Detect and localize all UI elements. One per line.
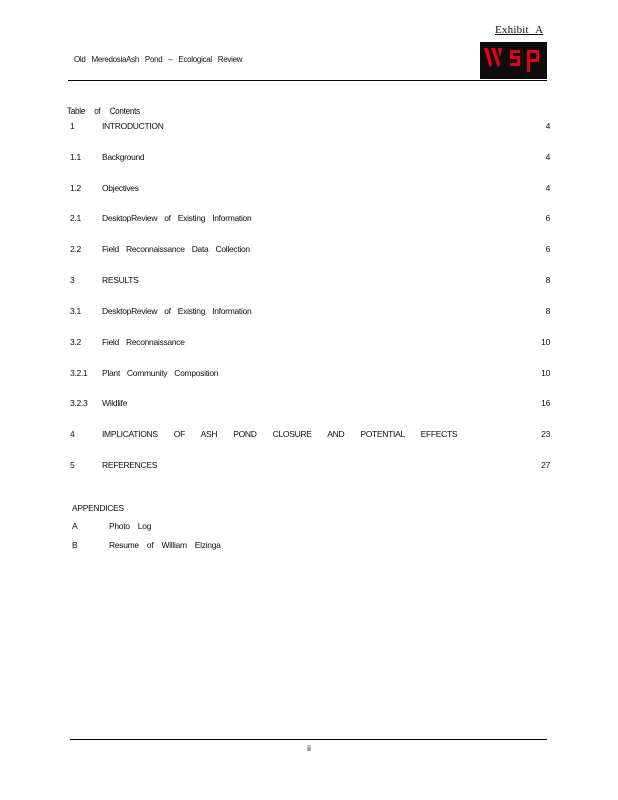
footer-divider — [70, 739, 547, 740]
toc-title: Table of Contents — [67, 106, 140, 116]
toc-entry-number: 1.2 — [70, 183, 81, 193]
toc-entry-number: 3.1 — [70, 306, 81, 316]
toc-entry-number: 3.2.3 — [70, 398, 88, 408]
appendix-letter: B — [72, 540, 78, 550]
toc-entry-label: Field Reconnaissance Data Collection — [102, 244, 250, 254]
toc-entry-page: 8 — [545, 306, 550, 316]
toc-entry-label: Objectives — [102, 183, 139, 193]
toc-entry-number: 1.1 — [70, 152, 81, 162]
toc-entry-number: 3.2.1 — [70, 368, 88, 378]
appendix-entry[interactable] — [72, 540, 372, 552]
toc-entry-label: DesktopReview of Existing Information — [102, 213, 252, 223]
toc-entry-page: 10 — [541, 368, 550, 378]
header-divider — [68, 80, 547, 81]
toc-entry-label: Background — [102, 152, 145, 162]
toc-entry-page: 16 — [541, 398, 550, 408]
toc-entry-number: 2.2 — [70, 244, 81, 254]
exhibit-label: Exhibit A — [495, 24, 544, 36]
wsp-logo — [480, 42, 547, 79]
toc-entry[interactable] — [70, 337, 550, 349]
toc-entry[interactable] — [70, 460, 550, 472]
toc-entry[interactable] — [70, 152, 550, 164]
toc-entry-page: 10 — [541, 337, 550, 347]
toc-entry-number: 3 — [70, 275, 75, 285]
toc-entry-page: 4 — [545, 121, 550, 131]
toc-entry[interactable] — [70, 306, 550, 318]
toc-entry-label: RESULTS — [102, 275, 139, 285]
toc-entry-label: INTRODUCTION — [102, 121, 164, 131]
toc-entry-number: 3.2 — [70, 337, 81, 347]
toc-entry-label: DesktopReview of Existing Information — [102, 306, 252, 316]
toc-entry-number: 4 — [70, 429, 75, 439]
toc-entry[interactable] — [70, 183, 550, 195]
toc-entry[interactable] — [70, 368, 550, 380]
toc-entry[interactable] — [70, 398, 550, 410]
toc-entry[interactable] — [70, 121, 550, 133]
toc-entry-page: 4 — [545, 183, 550, 193]
toc-entry[interactable] — [70, 213, 550, 225]
document-header-title: Old MeredosiaAsh Pond – Ecological Review — [74, 55, 243, 64]
toc-entry-label: Field Reconnaissance — [102, 337, 185, 347]
page-number: ii — [307, 743, 311, 753]
toc-entry-label: Plant Community Composition — [102, 368, 219, 378]
toc-entry-page: 6 — [545, 244, 550, 254]
appendices-title: APPENDICES — [72, 503, 124, 513]
appendix-letter: A — [72, 521, 78, 531]
toc-entry[interactable] — [70, 275, 550, 287]
toc-entry-page: 23 — [541, 429, 550, 439]
toc-entry-page: 6 — [545, 213, 550, 223]
toc-entry-number: 5 — [70, 460, 75, 470]
toc-entry-label: IMPLICATIONS OF ASH POND CLOSURE AND POTENTIAL EFFECTS — [102, 429, 458, 439]
appendix-label: Resume of William Elzinga — [109, 540, 221, 550]
toc-entry-page: 8 — [545, 275, 550, 285]
toc-entry-number: 1 — [70, 121, 75, 131]
toc-entry[interactable] — [70, 429, 550, 441]
toc-entry-number: 2.1 — [70, 213, 81, 223]
toc-entry-page: 4 — [545, 152, 550, 162]
toc-entry-page: 27 — [541, 460, 550, 470]
toc-entry[interactable] — [70, 244, 550, 256]
wsp-logo-mark — [480, 42, 547, 79]
appendix-entry[interactable] — [72, 521, 372, 533]
appendix-label: Photo Log — [109, 521, 152, 531]
toc-entry-label: REFERENCES — [102, 460, 158, 470]
toc-entry-label: Wildlife — [102, 398, 127, 408]
